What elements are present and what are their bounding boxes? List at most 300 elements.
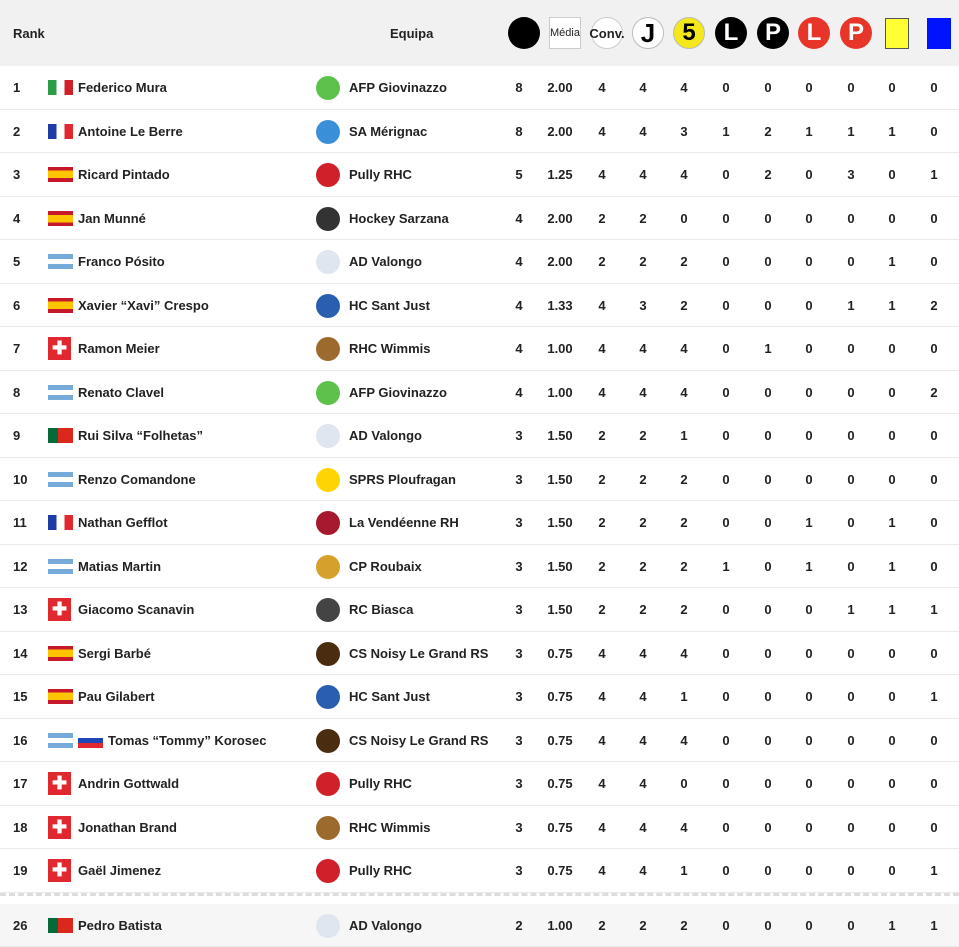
stat-cell: 0 [794, 733, 824, 748]
stat-cell: 1 [919, 167, 949, 182]
stat-cell: 0 [753, 428, 783, 443]
stat-cell: 0 [919, 820, 949, 835]
stat-cell: 0 [836, 689, 866, 704]
stat-cell: 1 [877, 918, 907, 933]
stat-cell: 2 [587, 211, 617, 226]
player-name[interactable]: Xavier “Xavi” Crespo [78, 298, 209, 313]
stat-cell: 3 [504, 602, 534, 617]
stat-cell: 0 [794, 776, 824, 791]
stat-cell: 2 [587, 918, 617, 933]
stat-cell: 4 [587, 689, 617, 704]
table-row[interactable]: 19 ✚ Gaël Jimenez Pully RHC 3 0.75 4 4 1 0 0 0 0 0 1 [0, 849, 959, 893]
red-l-icon[interactable]: L [797, 17, 831, 49]
stat-cell: 0 [711, 167, 741, 182]
stat-cell: 2 [587, 428, 617, 443]
stat-cell: 1 [919, 863, 949, 878]
stat-cell: 0 [919, 472, 949, 487]
player-name[interactable]: Rui Silva “Folhetas” [78, 428, 203, 443]
rank-cell: 13 [13, 602, 27, 617]
player-name[interactable]: Tomas “Tommy” Korosec [108, 733, 266, 748]
table-row[interactable] [0, 284, 959, 328]
stat-cell: 0 [753, 820, 783, 835]
table-row[interactable] [0, 371, 959, 415]
team-name[interactable]: AFP Giovinazzo [349, 385, 447, 400]
stat-cell: 1 [877, 298, 907, 313]
stat-cell: 8 [504, 124, 534, 139]
team-logo-icon [316, 207, 340, 231]
stat-cell: 0 [711, 918, 741, 933]
player-name[interactable]: Pedro Batista [78, 918, 162, 933]
stat-cell: 0.75 [545, 863, 575, 878]
stat-cell: 0 [794, 167, 824, 182]
stat-cell: 0 [877, 167, 907, 182]
rank-cell: 10 [13, 472, 27, 487]
stat-cell: 0 [794, 254, 824, 269]
team-name[interactable]: CP Roubaix [349, 559, 422, 574]
stat-cell: 2 [753, 167, 783, 182]
table-row[interactable]: 7 ✚ Ramon Meier RHC Wimmis 4 1.00 4 4 4 0 1 0 0 0 0 [0, 327, 959, 371]
stat-cell: 4 [628, 689, 658, 704]
stat-cell: 2 [587, 472, 617, 487]
team-logo-icon [316, 381, 340, 405]
goals-icon[interactable] [507, 17, 541, 49]
team-logo-icon [316, 511, 340, 535]
header-rank[interactable]: Rank [13, 26, 45, 41]
stat-cell: 3 [836, 167, 866, 182]
stat-cell: 3 [504, 776, 534, 791]
team-name[interactable]: HC Sant Just [349, 689, 430, 704]
stat-cell: 4 [628, 646, 658, 661]
stat-cell: 0 [753, 80, 783, 95]
team-name[interactable]: AFP Giovinazzo [349, 80, 447, 95]
player-name[interactable]: Giacomo Scanavin [78, 602, 194, 617]
stat-cell: 4 [669, 80, 699, 95]
blue-card-icon[interactable] [922, 17, 956, 49]
stat-cell: 2.00 [545, 124, 575, 139]
stat-cell: 4 [587, 385, 617, 400]
team-name[interactable]: Pully RHC [349, 167, 412, 182]
stat-cell: 1 [711, 124, 741, 139]
stat-cell: 0 [794, 820, 824, 835]
stat-cell: 0.75 [545, 689, 575, 704]
stat-cell: 0 [711, 385, 741, 400]
black-l-icon[interactable]: L [714, 17, 748, 49]
player-name[interactable]: Franco Pósito [78, 254, 165, 269]
stat-cell: 2 [587, 254, 617, 269]
team-logo-icon [316, 337, 340, 361]
stat-cell: 0 [794, 428, 824, 443]
stat-cell: 0 [877, 776, 907, 791]
stat-cell: 3 [504, 689, 534, 704]
stat-cell: 2.00 [545, 211, 575, 226]
player-name[interactable]: Matias Martin [78, 559, 161, 574]
stat-cell: 4 [587, 776, 617, 791]
separator [0, 893, 959, 904]
stat-cell: 1 [919, 689, 949, 704]
stat-cell: 0 [753, 298, 783, 313]
stat-cell: 2 [504, 918, 534, 933]
stat-cell: 0 [753, 918, 783, 933]
stat-cell: 0 [711, 776, 741, 791]
stat-cell: 0 [794, 918, 824, 933]
stat-cell: 0 [753, 515, 783, 530]
team-logo-icon [316, 424, 340, 448]
stat-cell: 1 [877, 124, 907, 139]
stat-cell: 0 [919, 254, 949, 269]
stat-cell: 0 [711, 211, 741, 226]
stat-cell: 2 [669, 602, 699, 617]
stat-cell: 0 [877, 689, 907, 704]
team-name[interactable]: RHC Wimmis [349, 820, 431, 835]
stat-cell: 0 [877, 341, 907, 356]
team-name[interactable]: Pully RHC [349, 776, 412, 791]
stat-cell: 0 [753, 646, 783, 661]
table-row[interactable] [0, 110, 959, 154]
table-row[interactable] [0, 719, 959, 763]
stat-cell: 0 [794, 211, 824, 226]
rank-cell: 1 [13, 80, 20, 95]
stat-cell: 3 [504, 646, 534, 661]
stat-cell: 3 [628, 298, 658, 313]
team-name[interactable]: CS Noisy Le Grand RS [349, 733, 488, 748]
team-name[interactable]: Hockey Sarzana [349, 211, 449, 226]
stat-cell: 0 [919, 776, 949, 791]
stat-cell: 4 [628, 733, 658, 748]
stat-cell: 1 [877, 602, 907, 617]
stat-cell: 0 [669, 776, 699, 791]
stat-cell: 0 [836, 254, 866, 269]
stat-cell: 0.75 [545, 776, 575, 791]
stat-cell: 0 [919, 733, 949, 748]
team-name[interactable]: CS Noisy Le Grand RS [349, 646, 488, 661]
stat-cell: 4 [587, 341, 617, 356]
team-name[interactable]: HC Sant Just [349, 298, 430, 313]
five-icon[interactable]: 5 [672, 17, 706, 49]
rank-cell: 26 [13, 918, 27, 933]
stat-cell: 0.75 [545, 646, 575, 661]
team-logo-icon [316, 642, 340, 666]
team-name[interactable]: SPRS Ploufragan [349, 472, 456, 487]
table-row[interactable] [0, 545, 959, 589]
stat-cell: 1.50 [545, 472, 575, 487]
rank-cell: 18 [13, 820, 27, 835]
stat-cell: 2 [628, 515, 658, 530]
stat-cell: 0 [836, 341, 866, 356]
stat-cell: 2.00 [545, 254, 575, 269]
stat-cell: 0 [919, 124, 949, 139]
stat-cell: 0 [836, 733, 866, 748]
stat-cell: 2 [669, 918, 699, 933]
rank-cell: 14 [13, 646, 27, 661]
stat-cell: 0 [919, 428, 949, 443]
stat-cell: 4 [669, 646, 699, 661]
stat-cell: 4 [628, 820, 658, 835]
stat-cell: 0 [794, 80, 824, 95]
stat-cell: 0 [753, 733, 783, 748]
stat-cell: 2 [628, 211, 658, 226]
stat-cell: 0 [753, 776, 783, 791]
stat-cell: 2 [919, 298, 949, 313]
red-p-icon[interactable]: P [839, 17, 873, 49]
stat-cell: 0 [836, 820, 866, 835]
stat-cell: 0.75 [545, 733, 575, 748]
stat-cell: 1 [669, 689, 699, 704]
player-name[interactable]: Ramon Meier [78, 341, 160, 356]
rank-cell: 3 [13, 167, 20, 182]
stat-cell: 1 [794, 124, 824, 139]
stat-cell: 1 [836, 602, 866, 617]
stat-cell: 0 [794, 689, 824, 704]
stat-cell: 4 [504, 211, 534, 226]
stat-cell: 2 [669, 472, 699, 487]
team-logo-icon [316, 598, 340, 622]
stat-cell: 1 [919, 918, 949, 933]
stat-cell: 1 [836, 124, 866, 139]
player-name[interactable]: Jan Munné [78, 211, 146, 226]
stat-cell: 0 [836, 863, 866, 878]
stat-cell: 2 [628, 428, 658, 443]
player-name[interactable]: Renato Clavel [78, 385, 164, 400]
stat-cell: 3 [504, 472, 534, 487]
stat-cell: 4 [669, 733, 699, 748]
stat-cell: 4 [587, 124, 617, 139]
stat-cell: 0 [711, 820, 741, 835]
stat-cell: 0 [753, 863, 783, 878]
player-name[interactable]: Andrin Gottwald [78, 776, 179, 791]
rank-cell: 19 [13, 863, 27, 878]
stat-cell: 0 [919, 515, 949, 530]
table-row[interactable] [0, 66, 959, 110]
stat-cell: 0 [877, 428, 907, 443]
stat-cell: 0 [836, 385, 866, 400]
team-name[interactable]: SA Mérignac [349, 124, 427, 139]
team-logo-icon [316, 76, 340, 100]
stat-cell: 0 [669, 211, 699, 226]
table-row[interactable] [0, 240, 959, 284]
stat-cell: 1.00 [545, 341, 575, 356]
stat-cell: 0 [753, 385, 783, 400]
stat-cell: 1 [836, 298, 866, 313]
rank-cell: 16 [13, 733, 27, 748]
stat-cell: 8 [504, 80, 534, 95]
stat-cell: 4 [587, 80, 617, 95]
rank-cell: 2 [13, 124, 20, 139]
table-row[interactable] [0, 904, 959, 947]
player-name[interactable]: Sergi Barbé [78, 646, 151, 661]
stat-cell: 0 [836, 918, 866, 933]
stat-cell: 0 [794, 646, 824, 661]
stat-cell: 4 [628, 341, 658, 356]
rank-cell: 9 [13, 428, 20, 443]
stat-cell: 1.50 [545, 515, 575, 530]
stat-cell: 0 [919, 80, 949, 95]
stat-cell: 0 [877, 385, 907, 400]
table-row[interactable] [0, 501, 959, 545]
table-row[interactable]: 13 ✚ Giacomo Scanavin RC Biasca 3 1.50 2 2 2 0 0 0 1 1 1 [0, 588, 959, 632]
stat-cell: 0 [877, 733, 907, 748]
stat-cell: 4 [628, 385, 658, 400]
stat-cell: 0 [753, 602, 783, 617]
header-media[interactable]: Média [548, 17, 582, 49]
player-name[interactable]: Gaël Jimenez [78, 863, 161, 878]
player-name[interactable]: Federico Mura [78, 80, 167, 95]
table-header [0, 0, 959, 66]
stat-cell: 5 [504, 167, 534, 182]
stat-cell: 0 [836, 515, 866, 530]
table-row[interactable] [0, 414, 959, 458]
stat-cell: 2 [669, 559, 699, 574]
rank-cell: 4 [13, 211, 20, 226]
stat-cell: 4 [504, 341, 534, 356]
team-name[interactable]: La Vendéenne RH [349, 515, 459, 530]
team-logo-icon [316, 914, 340, 938]
player-name[interactable]: Pau Gilabert [78, 689, 155, 704]
rank-cell: 15 [13, 689, 27, 704]
stat-cell: 0 [711, 733, 741, 748]
stat-cell: 0 [919, 559, 949, 574]
stat-cell: 1.25 [545, 167, 575, 182]
stat-cell: 2 [669, 254, 699, 269]
team-name[interactable]: AD Valongo [349, 428, 422, 443]
rank-cell: 17 [13, 776, 27, 791]
stat-cell: 3 [504, 733, 534, 748]
player-name[interactable]: Renzo Comandone [78, 472, 196, 487]
team-logo-icon [316, 250, 340, 274]
stat-cell: 2 [628, 602, 658, 617]
rank-cell: 11 [13, 515, 27, 530]
stat-cell: 0 [919, 211, 949, 226]
stat-cell: 0 [877, 863, 907, 878]
stat-cell: 3 [504, 515, 534, 530]
stat-cell: 0 [711, 254, 741, 269]
stat-cell: 2 [628, 918, 658, 933]
stat-cell: 0 [836, 472, 866, 487]
stat-cell: 1 [794, 559, 824, 574]
stat-cell: 4 [504, 385, 534, 400]
stat-cell: 2 [587, 515, 617, 530]
stat-cell: 0 [794, 602, 824, 617]
team-logo-icon [316, 685, 340, 709]
stat-cell: 4 [504, 298, 534, 313]
stat-cell: 2 [587, 559, 617, 574]
table-row[interactable]: 18 ✚ Jonathan Brand RHC Wimmis 3 0.75 4 4 4 0 0 0 0 0 0 [0, 806, 959, 850]
team-name[interactable]: AD Valongo [349, 254, 422, 269]
stat-cell: 0 [919, 646, 949, 661]
stat-cell: 1.00 [545, 918, 575, 933]
stat-cell: 1 [669, 428, 699, 443]
stat-cell: 1 [877, 515, 907, 530]
table-row[interactable] [0, 675, 959, 719]
team-name[interactable]: RHC Wimmis [349, 341, 431, 356]
stat-cell: 0 [753, 559, 783, 574]
stat-cell: 0.75 [545, 820, 575, 835]
stat-cell: 0 [711, 428, 741, 443]
header-conv[interactable]: Conv. [590, 17, 624, 49]
rank-cell: 12 [13, 559, 27, 574]
stat-cell: 3 [504, 428, 534, 443]
team-logo-icon [316, 816, 340, 840]
stat-cell: 2 [919, 385, 949, 400]
stat-cell: 1 [877, 254, 907, 269]
stat-cell: 0 [711, 80, 741, 95]
stat-cell: 3 [504, 863, 534, 878]
stat-cell: 1 [877, 559, 907, 574]
stat-cell: 2 [628, 559, 658, 574]
team-logo-icon [316, 294, 340, 318]
team-logo-icon [316, 859, 340, 883]
stat-cell: 0 [836, 776, 866, 791]
stat-cell: 1.00 [545, 385, 575, 400]
table-row[interactable] [0, 197, 959, 241]
stat-cell: 0 [836, 559, 866, 574]
stat-cell: 2 [628, 254, 658, 269]
stat-cell: 3 [504, 559, 534, 574]
stat-cell: 2 [587, 602, 617, 617]
team-logo-icon [316, 468, 340, 492]
stat-cell: 2 [669, 515, 699, 530]
player-name[interactable]: Ricard Pintado [78, 167, 170, 182]
stat-cell: 0 [711, 515, 741, 530]
stat-cell: 3 [669, 124, 699, 139]
stat-cell: 0 [711, 472, 741, 487]
stat-cell: 4 [587, 646, 617, 661]
stat-cell: 4 [587, 298, 617, 313]
stat-cell: 1 [753, 341, 783, 356]
team-name[interactable]: AD Valongo [349, 918, 422, 933]
stat-cell: 1 [794, 515, 824, 530]
stat-cell: 1.50 [545, 559, 575, 574]
stat-cell: 1 [919, 602, 949, 617]
stat-cell: 4 [628, 124, 658, 139]
team-logo-icon [316, 729, 340, 753]
team-name[interactable]: Pully RHC [349, 863, 412, 878]
stat-cell: 4 [669, 820, 699, 835]
table-row[interactable]: 17 ✚ Andrin Gottwald Pully RHC 3 0.75 4 4 0 0 0 0 0 0 0 [0, 762, 959, 806]
stat-cell: 2 [753, 124, 783, 139]
stat-cell: 0 [877, 646, 907, 661]
stat-cell: 0 [711, 602, 741, 617]
stat-cell: 0 [836, 646, 866, 661]
player-name[interactable]: Nathan Gefflot [78, 515, 168, 530]
header-team[interactable]: Equipa [390, 26, 433, 41]
stat-cell: 2 [628, 472, 658, 487]
stat-cell: 0 [877, 472, 907, 487]
player-name[interactable]: Jonathan Brand [78, 820, 177, 835]
stat-cell: 0 [711, 298, 741, 313]
stat-cell: 4 [669, 385, 699, 400]
table-row[interactable] [0, 458, 959, 502]
stat-cell: 0 [836, 80, 866, 95]
stat-cell: 4 [628, 776, 658, 791]
stat-cell: 1.50 [545, 428, 575, 443]
black-p-icon[interactable]: P [756, 17, 790, 49]
team-logo-icon [316, 120, 340, 144]
stat-cell: 0 [794, 863, 824, 878]
team-name[interactable]: RC Biasca [349, 602, 413, 617]
rank-cell: 7 [13, 341, 20, 356]
rank-cell: 8 [13, 385, 20, 400]
stat-cell: 3 [504, 820, 534, 835]
stat-cell: 0 [753, 472, 783, 487]
stat-cell: 4 [628, 80, 658, 95]
stat-cell: 0 [836, 428, 866, 443]
table-row[interactable] [0, 153, 959, 197]
player-name[interactable]: Antoine Le Berre [78, 124, 183, 139]
games-icon[interactable]: J [631, 17, 665, 49]
yellow-card-icon[interactable] [880, 17, 914, 49]
stat-cell: 0 [877, 80, 907, 95]
table-row[interactable] [0, 632, 959, 676]
